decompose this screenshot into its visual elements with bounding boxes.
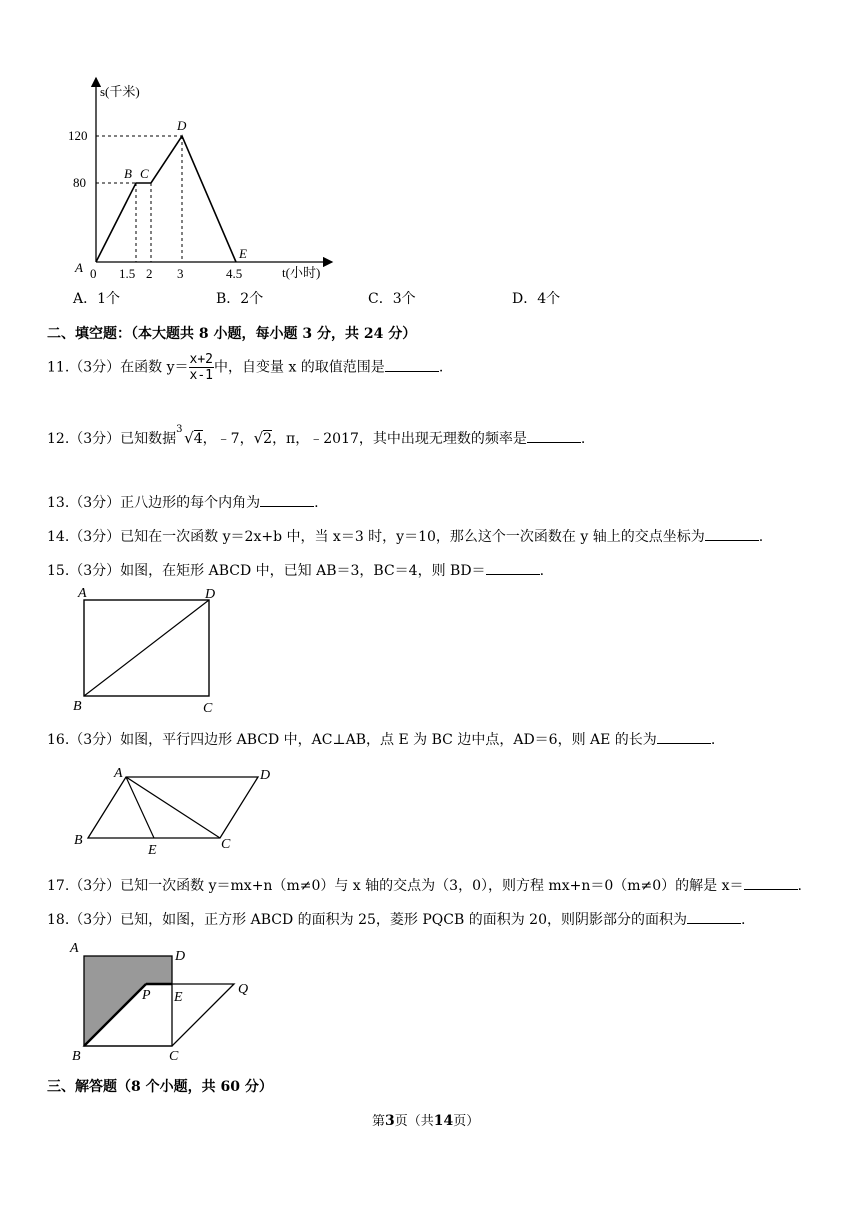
q13-answer-blank[interactable] [260, 494, 314, 507]
x-tick-1-5: 1.5 [119, 266, 136, 281]
q11-answer-blank[interactable] [385, 359, 439, 372]
origin-label: 0 [90, 266, 97, 281]
svg-text:Q: Q [238, 982, 249, 997]
x-tick-4-5: 4.5 [226, 266, 243, 281]
svg-text:B: B [74, 833, 83, 848]
distance-line [96, 136, 236, 262]
question-17: 17.（3分）已知一次函数 y＝mx+n（m≠0）与 x 轴的交点为（3，0），则方程 mx+n＝0（m≠0）的解是 x＝ . [47, 878, 802, 894]
svg-text:D: D [175, 949, 186, 964]
svg-text:E: E [148, 843, 157, 858]
section3-heading: 三、解答题（8 个小题，共 60 分） [47, 1079, 273, 1095]
question-16: 16.（3分）如图，平行四边形 ABCD 中，AC⊥AB，点 E 为 BC 边中点，AD＝6，则 AE 的长为 . [47, 732, 716, 748]
q15-answer-blank[interactable] [486, 562, 540, 575]
q16-parallelogram-figure [70, 760, 280, 858]
q10-graph [60, 70, 350, 290]
section2-heading: 二、填空题：（本大题共 8 小题，每小题 3 分，共 24 分） [47, 326, 417, 342]
point-A: A [75, 260, 83, 275]
q15-rectangle-figure [70, 584, 230, 716]
point-C: C [140, 166, 149, 181]
q16-answer-blank[interactable] [657, 731, 711, 744]
point-D: D [177, 118, 187, 133]
svg-text:E: E [174, 990, 183, 1005]
y-tick-80: 80 [73, 175, 86, 190]
question-14: 14.（3分）已知在一次函数 y＝2x+b 中，当 x＝3 时，y＝10，那么这个一次函数在 y 轴上的交点坐标为 . [47, 529, 764, 545]
question-11: 11.（3分）在函数 y＝ $\frac{x+2}{x-1}$ 中，自变量 x 的取值范围是 . [47, 352, 444, 383]
svg-text:C: C [169, 1049, 179, 1062]
svg-text:B: B [72, 1049, 81, 1062]
q18-answer-blank[interactable] [687, 911, 741, 924]
y-tick-120: 120 [68, 128, 88, 143]
point-E: E [239, 246, 247, 261]
svg-text:D: D [205, 587, 216, 602]
svg-text:A: A [78, 586, 87, 601]
point-B: B [124, 166, 132, 181]
page-footer: 第3页（共14页） [372, 1113, 480, 1129]
cube-root-4: 3 √4 [176, 424, 203, 447]
q10-option-a[interactable]: A．1个 [73, 291, 121, 307]
question-12: 12.（3分）已知数据 3 √4，﹣7，√2，π，﹣2017，其中出现无理数的频率是 . [47, 424, 586, 447]
svg-text:D: D [260, 768, 271, 783]
question-18: 18.（3分）已知，如图，正方形 ABCD 的面积为 25，菱形 PQCB 的面积为 20，则阴影部分的面积为 . [47, 912, 746, 928]
question-15: 15.（3分）如图，在矩形 ABCD 中，已知 AB＝3，BC＝4，则 BD＝ . [47, 563, 545, 579]
svg-text:A: A [70, 941, 79, 956]
q18-square-rhombus-figure [66, 938, 286, 1062]
svg-text:P: P [142, 988, 151, 1003]
x-axis-label: t(小时) [282, 265, 321, 280]
svg-text:C: C [221, 837, 231, 852]
question-13: 13.（3分）正八边形的每个内角为 . [47, 495, 319, 511]
q11-fraction: $\frac{x+2}{x-1}$ [189, 352, 214, 383]
q12-answer-blank[interactable] [527, 430, 581, 443]
svg-text:A: A [114, 766, 123, 781]
q10-option-b[interactable]: B．2个 [216, 291, 264, 307]
q14-answer-blank[interactable] [705, 528, 759, 541]
svg-text:C: C [203, 701, 213, 716]
q17-answer-blank[interactable] [744, 877, 798, 890]
q10-option-c[interactable]: C．3个 [368, 291, 416, 307]
sqrt-2: √2 [253, 429, 273, 447]
y-axis-label: s(千米) [100, 84, 140, 99]
x-tick-3: 3 [177, 266, 184, 281]
q10-option-d[interactable]: D．4个 [512, 291, 561, 307]
x-tick-2: 2 [146, 266, 153, 281]
svg-text:B: B [73, 699, 82, 714]
